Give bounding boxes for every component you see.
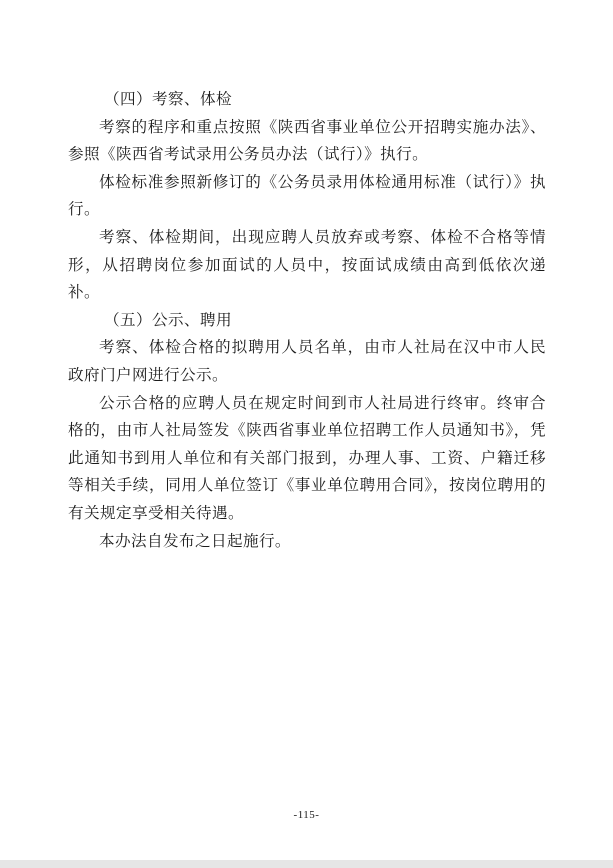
section-heading-inspection: （四）考察、体检 <box>104 90 232 108</box>
paragraph-final-review: 公示合格的应聘人员在规定时间到市人社局进行终审。终审合格的，由市人社局签发《陕西省事业单位招聘工作人员通知书》，凭此通知书到用人单位和有关部门报到，办理人事、工资、户籍迁移等相关手续，同用人单位签订《事业单位聘用合同》，按岗位聘用的有关规定享受相关待遇。 <box>68 393 546 522</box>
page-number: -115- <box>293 809 320 821</box>
paragraph-replacement-rule: 考察、体检期间，出现应聘人员放弃或考察、体检不合格等情形，从招聘岗位参加面试的人员中，按面试成绩由高到低依次递补。 <box>68 227 546 302</box>
document-body <box>68 86 546 555</box>
paragraph-effective-date: 本办法自发布之日起施行。 <box>99 531 291 550</box>
section-heading-publicity: （五）公示、聘用 <box>104 310 232 329</box>
viewer-bottom-edge <box>0 860 613 868</box>
paragraph-medical-standard: 体检标准参照新修订的《公务员录用体检通用标准（试行）》执行。 <box>68 172 546 219</box>
paragraph-inspection-procedure: 考察的程序和重点按照《陕西省事业单位公开招聘实施办法》、参照《陕西省考试录用公务员办法（试行）》执行。 <box>68 117 546 164</box>
paragraph-publicity-list: 考察、体检合格的拟聘用人员名单，由市人社局在汉中市人民政府门户网进行公示。 <box>68 338 546 384</box>
